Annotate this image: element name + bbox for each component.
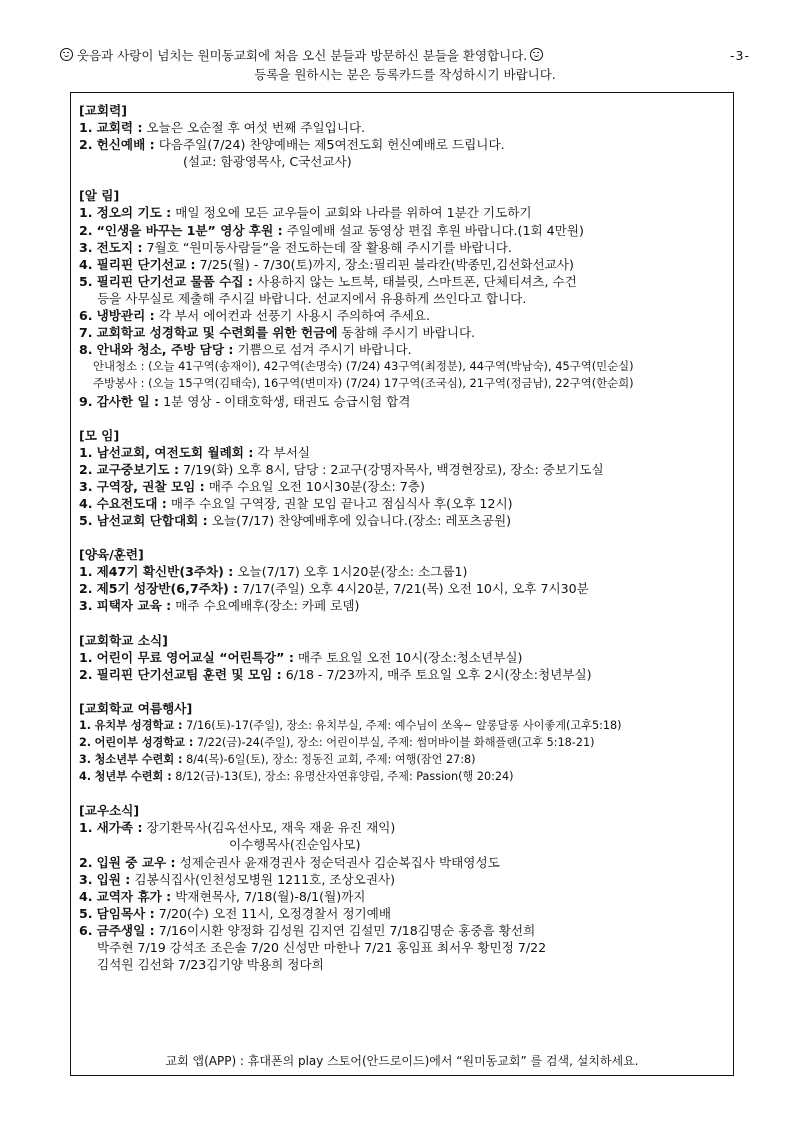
list-item: 5. 필리핀 단기선교 물품 수집 : 사용하지 않는 노트북, 태블릿, 스마트폰, 단체티셔츠, 수건 xyxy=(79,273,577,289)
section-title: [알 림] xyxy=(79,188,120,204)
list-item: 4. 청년부 수련회 : 8/12(금)-13(토), 장소: 유명산자연휴양림, 주제: Passion(행 20:24) xyxy=(79,770,514,784)
section-training xyxy=(79,546,727,614)
list-item: 2. 제5기 성장반(6,7주차) : 7/17(주일) 오후 4시20분, 7/21(목) 오전 10시, 오후 7시30분 xyxy=(79,581,589,597)
list-item: 1. 정오의 기도 : 매일 정오에 모든 교우들이 교회와 나라를 위하여 1분간 기도하기 xyxy=(79,205,532,221)
list-item: 5. 담임목사 : 7/20(수) 오전 11시, 오정경찰서 정기예배 xyxy=(79,905,391,921)
list-item-detail: 이수행목사(진순임사모) xyxy=(229,837,361,853)
list-item: 1. 교회력 : 오늘은 오순절 후 여섯 번째 주일입니다. xyxy=(79,120,366,136)
section-meetings xyxy=(79,427,727,530)
section-church-school-news xyxy=(79,632,727,683)
list-item: 6. 냉방관리 : 각 부서 에어컨과 선풍기 사용시 주의하여 주세요. xyxy=(79,308,431,324)
list-item: 2. 입원 중 교우 : 성제순권사 윤재경권사 정순덕권사 김순복집사 박태영성도 xyxy=(79,854,500,870)
list-item: 7. 교회학교 성경학교 및 수련회를 위한 헌금에 동참해 주시기 바랍니다. xyxy=(79,325,476,341)
list-item: 1. 새가족 : 장기환목사(김옥선사모, 재욱 재윤 유진 재익) xyxy=(79,820,396,836)
list-item: 4. 교역자 휴가 : 박재현목사, 7/18(월)-8/1(월)까지 xyxy=(79,888,366,904)
list-item: 9. 감사한 일 : 1분 영상 - 이태호학생, 태권도 승급시험 합격 xyxy=(79,393,411,409)
smiley-icon xyxy=(530,48,543,61)
list-item: 1. 제47기 확신반(3주차) : 오늘(7/17) 오후 1시20분(장소: 소그룹1) xyxy=(79,564,468,580)
list-item: 3. 구역장, 권찰 모임 : 매주 수요일 오전 10시30분(장소: 7층) xyxy=(79,478,425,494)
list-item: 2. 필리핀 단기선교팀 훈련 및 모임 : 6/18 - 7/23까지, 매주 토요일 오후 2시(장소:청년부실) xyxy=(79,666,592,682)
page-number: -3- xyxy=(730,48,750,63)
section-notices xyxy=(79,187,727,409)
list-item: 4. 수요전도대 : 매주 수요일 구역장, 권찰 모임 끝나고 점심식사 후(오후 12시) xyxy=(79,495,513,511)
list-item: 2. 어린이부 성경학교 : 7/22(금)-24(주일), 장소: 어린이부실, 주제: 썸머바이블 화해플랜(고후 5:18-21) xyxy=(79,736,595,749)
welcome-line: 웃음과 사랑이 넘치는 원미동교회에 처음 오신 분들과 방문하신 분들을 환영합니다. xyxy=(60,46,547,65)
list-item: 2. 교구중보기도 : 7/19(화) 오후 8시, 담당 : 2교구(강명자목사, 백경현장로), 장소: 중보기도실 xyxy=(79,461,604,477)
list-item-detail: 안내청소 : (오늘 41구역(송재이), 42구역(손명숙) (7/24) 43구역(최정분), 44구역(박남숙), 45구역(민순실) xyxy=(93,359,634,374)
section-summer-events xyxy=(79,700,727,785)
list-item: 4. 필리핀 단기선교 : 7/25(월) - 7/30(토)까지, 장소:필리핀 블라칸(박종민,김선화선교사) xyxy=(79,256,574,272)
section-title: [모 임] xyxy=(79,427,120,443)
section-title: [교우소식] xyxy=(79,803,140,819)
list-item-continuation: 박주현 7/19 강석조 조은솔 7/20 신성만 마한나 7/21 홍임표 최서우 황민정 7/22 xyxy=(97,940,547,956)
section-title: [교회학교 여름행사] xyxy=(79,700,193,716)
section-title: [양육/훈련] xyxy=(79,547,144,563)
section-title: [교회력] xyxy=(79,103,128,118)
list-item: 1. 남선교회, 여전도회 월례회 : 각 부서실 xyxy=(79,444,311,460)
section-member-news xyxy=(79,802,727,973)
list-item: 3. 입원 : 김봉식집사(인천성모병원 1211호, 조상오권사) xyxy=(79,871,396,887)
list-item-continuation: 김석원 김선화 7/23김기양 박용희 정다희 xyxy=(97,957,324,973)
bulletin-box xyxy=(70,92,734,1076)
bulletin-content xyxy=(79,102,727,990)
list-item: 3. 전도지 : 7월호 “원미동사람들”을 전도하는데 잘 활용해 주시기를 바랍니다. xyxy=(79,239,512,255)
list-item-detail: (설교: 함광영목사, C국선교사) xyxy=(183,154,352,170)
list-item-continuation: 등을 사무실로 제출해 주시길 바랍니다. 선교지에서 유용하게 쓰인다고 합니다. xyxy=(97,290,527,306)
list-item: 3. 피택자 교육 : 매주 수요예배후(장소: 카페 로뎀) xyxy=(79,598,360,614)
list-item: 2. “인생을 바꾸는 1분” 영상 후원 : 주일예배 설교 동영상 편집 후원 바랍니다.(1회 4만원) xyxy=(79,222,584,238)
section-church-calendar xyxy=(79,102,727,170)
list-item-detail: 주방봉사 : (오늘 15구역(김태숙), 16구역(변미자) (7/24) 17구역(조국심), 21구역(정금남), 22구역(한순희) xyxy=(93,376,634,391)
list-item: 1. 유치부 성경학교 : 7/16(토)-17(주일), 장소: 유치부실, 주제: 예수님이 쏘옥~ 알롱달롱 사이좋게(고후5:18) xyxy=(79,718,622,732)
list-item: 8. 안내와 청소, 주방 담당 : 기쁨으로 섬겨 주시기 바랍니다. xyxy=(79,342,412,358)
section-title: [교회학교 소식] xyxy=(79,632,168,648)
list-item: 1. 어린이 무료 영어교실 “어린특강” : 매주 토요일 오전 10시(장소:청소년부실) xyxy=(79,649,523,665)
list-item: 6. 금주생일 : 7/16이시환 양정화 김성원 김지연 김설민 7/18김명순 홍중흠 황선희 xyxy=(79,922,536,938)
page-header xyxy=(60,46,750,84)
registration-line: 등록을 원하시는 분은 등록카드를 작성하시기 바랍니다. xyxy=(254,67,556,82)
list-item: 3. 청소년부 수련회 : 8/4(목)-6일(토), 장소: 정동진 교회, 주제: 여행(잠언 27:8) xyxy=(79,753,476,767)
app-footer-note: 교회 앱(APP) : 휴대폰의 play 스토어(안드로이드)에서 “원미동교회” 를 검색, 설치하세요. xyxy=(165,1054,639,1068)
list-item: 5. 남선교회 단합대회 : 오늘(7/17) 찬양예배후에 있습니다.(장소: 레포츠공원) xyxy=(79,513,512,529)
smiley-icon xyxy=(60,48,73,61)
list-item: 2. 헌신예배 : 다음주일(7/24) 찬양예배는 제5여전도회 헌신예배로 드립니다. xyxy=(79,137,505,153)
